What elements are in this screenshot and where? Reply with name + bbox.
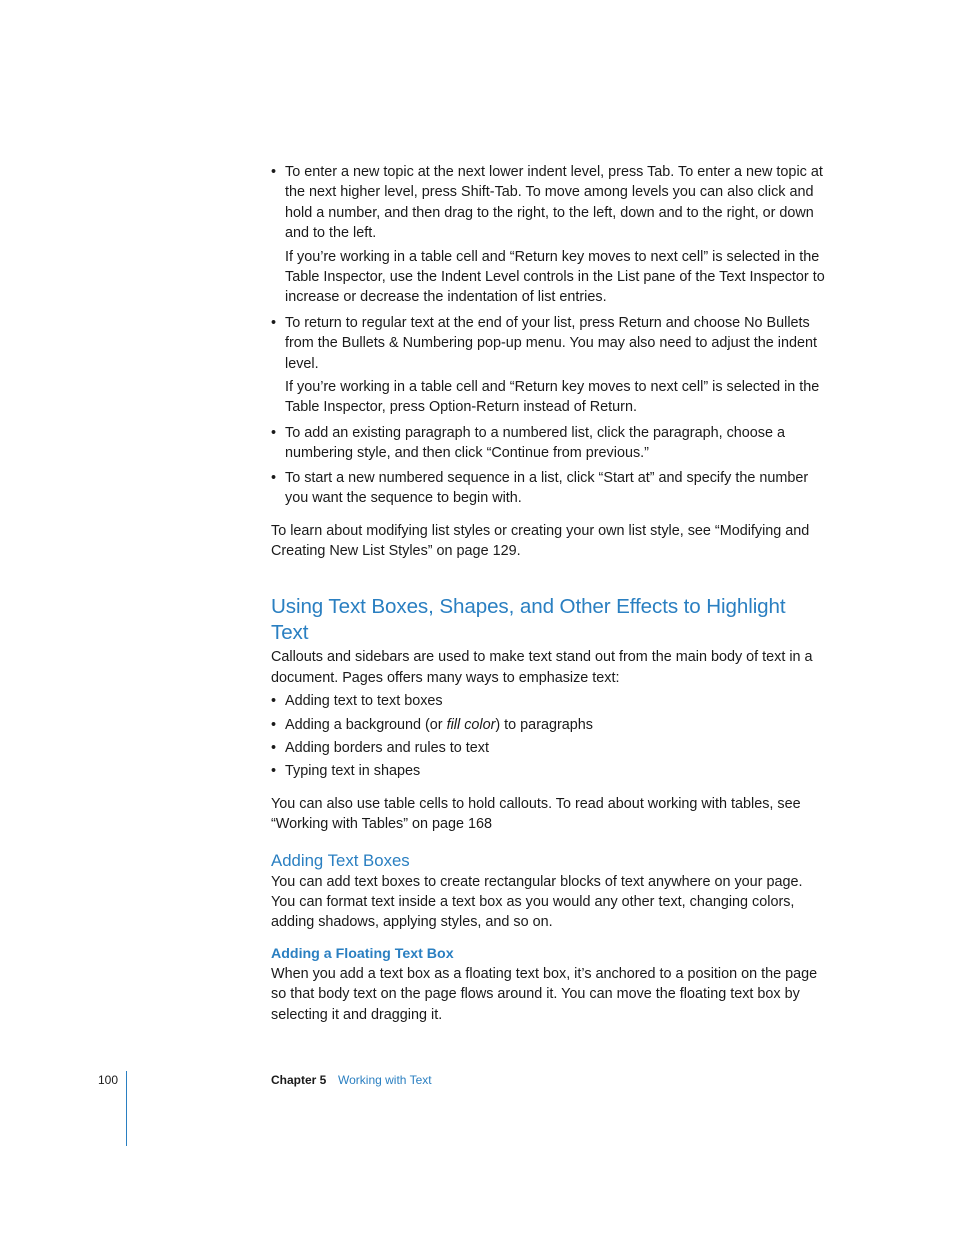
footer-chapter-title: Working with Text [338,1073,432,1087]
emphasis-bullet-list [271,691,827,782]
list-item [271,761,827,781]
section-heading: Using Text Boxes, Shapes, and Other Effects to Highlight Text [271,595,786,645]
bullet-icon: • [271,164,277,180]
bullet-icon: • [271,424,277,441]
bullet-text-start: Adding a background (or [285,716,447,733]
bullet-text: To start a new numbered sequence in a list, click “Start at” and specify the number you want the sequence to begin with. [285,469,809,507]
bullet-note: If you’re working in a table cell and “Return key moves to next cell” is selected in the Table Inspector, press Option-Return instead of Return. [285,379,820,416]
page-number: 100 [98,1073,119,1087]
bullet-icon: • [271,739,277,756]
bullet-note: If you’re working in a table cell and “Return key moves to next cell” is selected in the Table Inspector, use the Indent Level controls in the List pane of the Text Inspector to increase or decrease the indentation of list entries. [285,248,825,306]
list-item [271,423,827,464]
bullet-icon: • [271,314,277,331]
footer-divider [126,1071,127,1146]
subsection-body: You can add text boxes to create rectangular blocks of text anywhere on your page. You can format text inside a text box as you would any other text, changing colors, adding shadows, applying styles, and so on. [271,873,803,931]
list-item [271,715,827,735]
bullet-icon: • [271,763,277,780]
bullet-text-emphasis: fill color [446,716,496,733]
list-item [271,162,827,308]
list-item [271,738,827,758]
bullet-text: Adding text to text boxes [285,693,443,710]
section-intro: Callouts and sidebars are used to make text stand out from the main body of text in a document. Pages offers many ways to emphasize text: [271,649,813,686]
bullet-text: Typing text in shapes [285,763,421,780]
footer-chapter-label: Chapter 5 [271,1073,327,1087]
bullet-icon: • [271,469,277,486]
list-item [271,313,827,418]
page-content [271,162,827,1025]
list-styles-paragraph: To learn about modifying list styles or creating your own list style, see “Modifying and Creating New List Styles” on page 129. [271,522,810,559]
bullet-icon: • [271,693,277,710]
bullet-text: Adding borders and rules to text [285,739,489,756]
list-item [271,468,827,509]
bullet-text: To enter a new topic at the next lower indent level, press Tab. To enter a new topic at the next higher level, press Shift-Tab. To move among levels you can also click and hold a number, and then drag to the right, to the left, down and to the right, or down and to the left. [285,164,823,242]
bullet-icon: • [271,716,277,733]
subsubsection-heading: Adding a Floating Text Box [271,945,454,962]
bullet-text: To return to regular text at the end of your list, press Return and choose No Bullets from the Bullets & Numbering pop-up menu. You may also need to adjust the indent level. [285,314,817,372]
bullet-text-end: ) to paragraphs [495,716,593,733]
tables-paragraph: You can also use table cells to hold callouts. To read about working with tables, see “Working with Tables” on page 168 [271,795,801,833]
subsection-heading: Adding Text Boxes [271,850,410,870]
instruction-bullet-list [271,162,827,509]
bullet-text: To add an existing paragraph to a numbered list, click the paragraph, choose a numbering style, and then click “Continue from previous.” [285,424,785,462]
list-item [271,691,827,711]
subsubsection-body: When you add a text box as a floating text box, it’s anchored to a position on the page so that body text on the page flows around it. You can move the floating text box by selecting it and dragging it. [271,965,818,1023]
